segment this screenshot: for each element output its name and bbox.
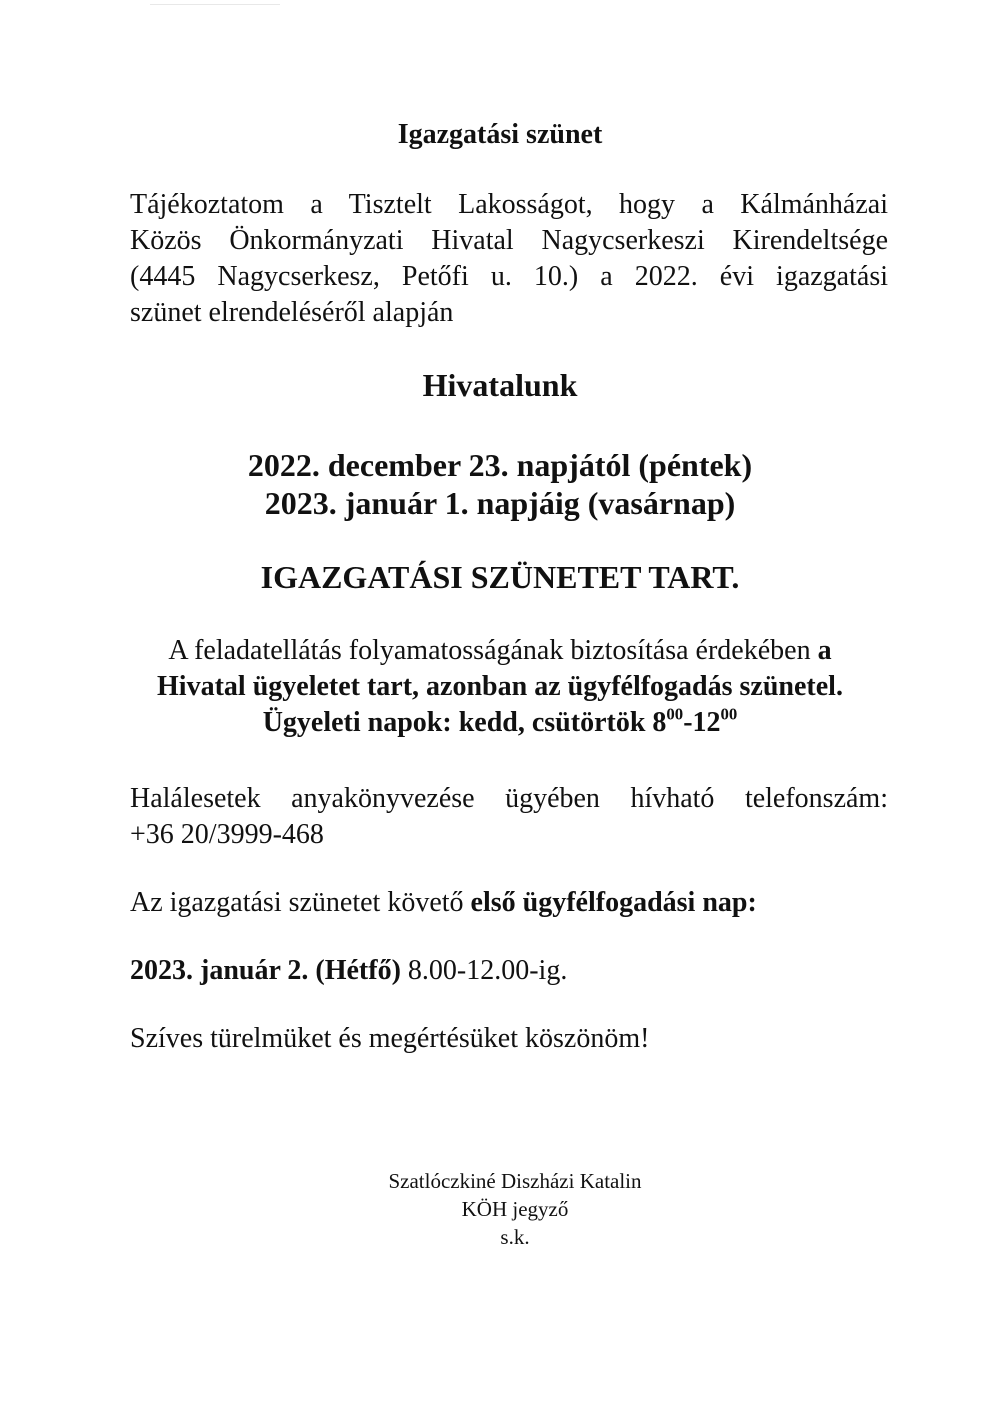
closing-text: Szíves türelmüket és megértésüket köszönöm! bbox=[130, 1023, 650, 1054]
first-day-line bbox=[130, 886, 757, 920]
intro-line-1: Tájékoztatom a Tisztelt Lakosságot, hogy a Kálmánházai bbox=[130, 189, 888, 220]
first-day-date-line bbox=[130, 954, 567, 988]
duty-end-minutes: 00 bbox=[720, 704, 738, 724]
period-to: 2023. január 1. napjáig (vasárnap) bbox=[264, 485, 736, 521]
signature-role: KÖH jegyző bbox=[461, 1197, 569, 1221]
duty-line-1-bold: a bbox=[817, 635, 832, 666]
phone-number: +36 20/3999-468 bbox=[130, 819, 324, 850]
office-heading: Hivatalunk bbox=[422, 367, 578, 403]
first-day-text: Az igazgatási szünetet követő bbox=[130, 887, 471, 918]
first-day-date: 2023. január 2. (Hétfő) bbox=[130, 955, 401, 986]
scan-artifact bbox=[150, 4, 280, 5]
duty-line-1-text: A feladatellátás folyamatosságának biztosítása érdekében bbox=[168, 635, 818, 666]
period-from: 2022. december 23. napjától (péntek) bbox=[247, 447, 753, 483]
duty-line-1 bbox=[0, 634, 1000, 668]
intro-line-2: Közös Önkormányzati Hivatal Nagycserkeszi Kirendeltsége bbox=[130, 225, 888, 256]
first-day-bold: első ügyfélfogadási nap: bbox=[470, 887, 757, 918]
signature-note: s.k. bbox=[500, 1225, 530, 1249]
signature-name: Szatlóczkiné Diszházi Katalin bbox=[388, 1169, 642, 1193]
intro-line-3: (4445 Nagycserkesz, Petőfi u. 10.) a 2022. évi igazgatási bbox=[130, 261, 888, 292]
first-day-hours: 8.00-12.00-ig. bbox=[400, 955, 568, 986]
duty-line-2: Hivatal ügyeletet tart, azonban az ügyfélfogadás szünetel. bbox=[157, 671, 843, 702]
duty-hours bbox=[0, 706, 1000, 740]
death-registration-line: Halálesetek anyakönyvezése ügyében hívható telefonszám: bbox=[130, 783, 888, 814]
page-title: Igazgatási szünet bbox=[397, 119, 603, 150]
announcement: IGAZGATÁSI SZÜNETET TART. bbox=[260, 559, 740, 595]
duty-days-text: Ügyeleti napok: kedd, csütörtök 8 bbox=[262, 707, 667, 738]
duty-start-minutes: 00 bbox=[666, 704, 684, 724]
duty-end-hour: -12 bbox=[683, 707, 721, 738]
intro-line-4: szünet elrendeléséről alapján bbox=[130, 297, 454, 328]
